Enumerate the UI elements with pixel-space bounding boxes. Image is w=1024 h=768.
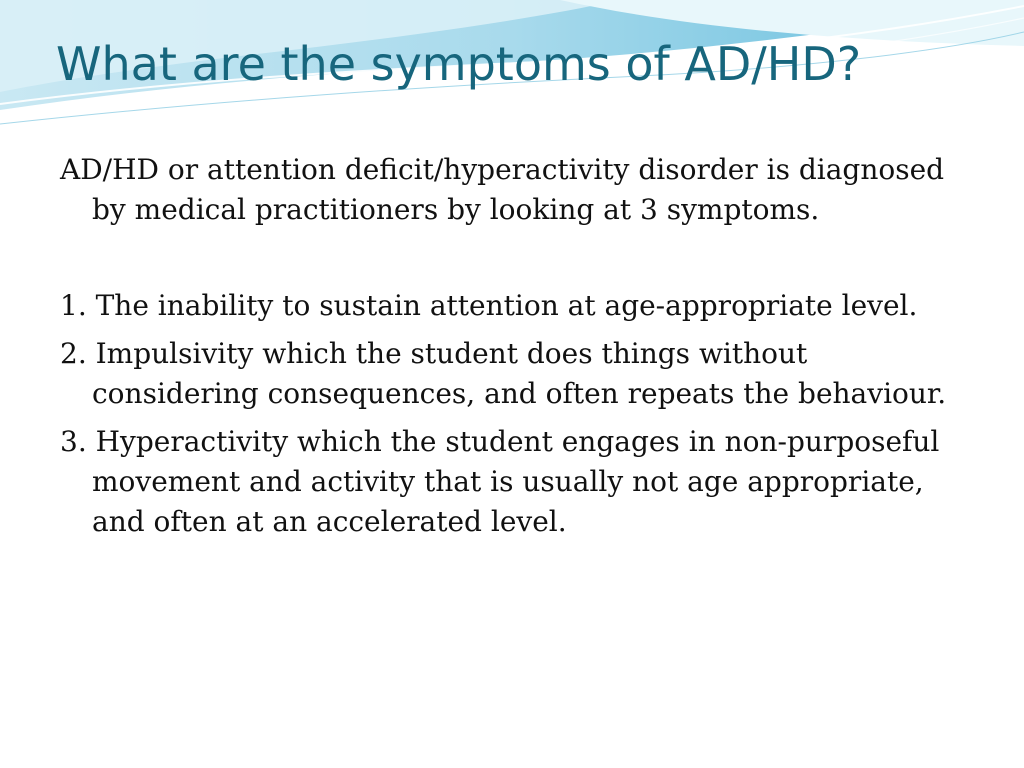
slide-body (60, 150, 960, 550)
slide-title: What are the symptoms of AD/HD? (56, 37, 862, 91)
symptom-item-3: 3. Hyperactivity which the student engages in non-purposeful movement and activity that is usually not age appropriate, and often at an accelerated level. (60, 425, 940, 538)
symptom-item-1: 1. The inability to sustain attention at age-appropriate level. (60, 289, 918, 322)
symptom-item-2: 2. Impulsivity which the student does things without considering consequences, and often repeats the behaviour. (60, 337, 947, 410)
intro-paragraph: AD/HD or attention deficit/hyperactivity disorder is diagnosed by medical practitioners by looking at 3 symptoms. (60, 153, 945, 226)
